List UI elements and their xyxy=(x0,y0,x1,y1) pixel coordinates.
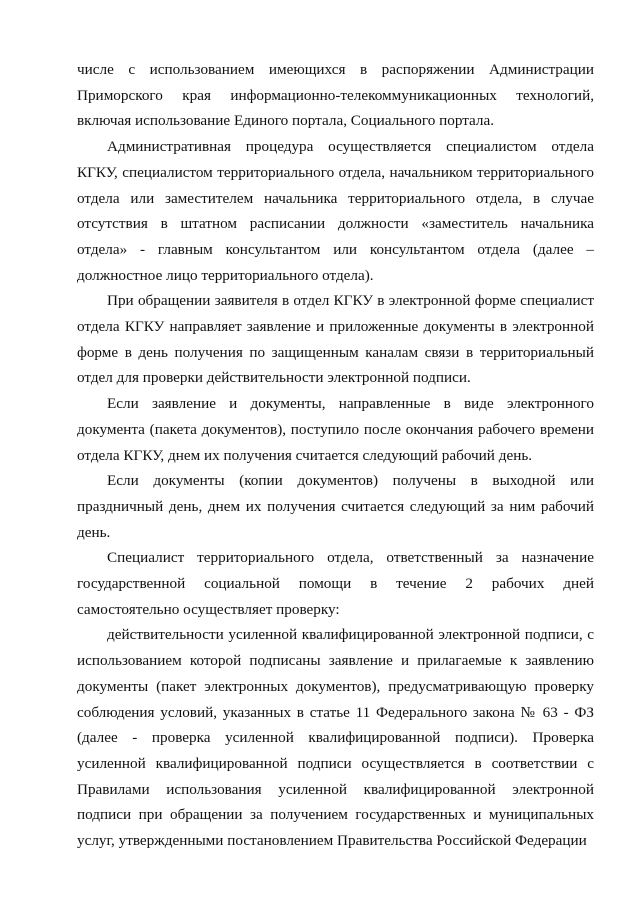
document-body xyxy=(77,57,594,854)
paragraph-procedure-performers: Административная процедура осуществляется специалистом отдела КГКУ, специалистом территориального отдела, начальником территориального отдела или заместителем начальника территориального отдела, в случае отсутствия в штатном расписании должности «заместитель начальника отдела» - главным консультантом или консультантом отдела (далее – должностное лицо территориального отдела). xyxy=(77,138,594,284)
paragraph-holiday-receipt: Если документы (копии документов) получены в выходной или праздничный день, днем их получения считается следующий за ним рабочий день. xyxy=(77,472,594,541)
paragraph-signature-verification: действительности усиленной квалифицированной электронной подписи, с использованием которой подписаны заявление и прилагаемые к заявлению документы (пакет электронных документов), предусматривающую проверку соблюдения условий, указанных в статье 11 Федерального закона № 63 - ФЗ (далее - проверка усиленной квалифицированной подписи). Проверка усиленной квалифицированной подписи осуществляется в соответствии с Правилами использования усиленной квалифицированной электронной подписи при обращении за получением государственных и муниципальных услуг, утвержденными постановлением Правительства Российской Федерации xyxy=(77,626,594,850)
paragraph-after-hours-receipt: Если заявление и документы, направленные в виде электронного документа (пакета документов), поступило после окончания рабочего времени отдела КГКУ, днем их получения считается следующий рабочий день. xyxy=(77,395,594,464)
paragraph-verification-intro: Специалист территориального отдела, ответственный за назначение государственной социальной помощи в течение 2 рабочих дней самостоятельно осуществляет проверку: xyxy=(77,549,594,618)
paragraph-continuation: числе с использованием имеющихся в распоряжении Администрации Приморского края информационно-телекоммуникационных технологий, включая использование Единого портала, Социального портала. xyxy=(77,61,594,130)
paragraph-electronic-application: При обращении заявителя в отдел КГКУ в электронной форме специалист отдела КГКУ направляет заявление и приложенные документы в электронной форме в день получения по защищенным каналам связи в территориальный отдел для проверки действительности электронной подписи. xyxy=(77,292,594,387)
